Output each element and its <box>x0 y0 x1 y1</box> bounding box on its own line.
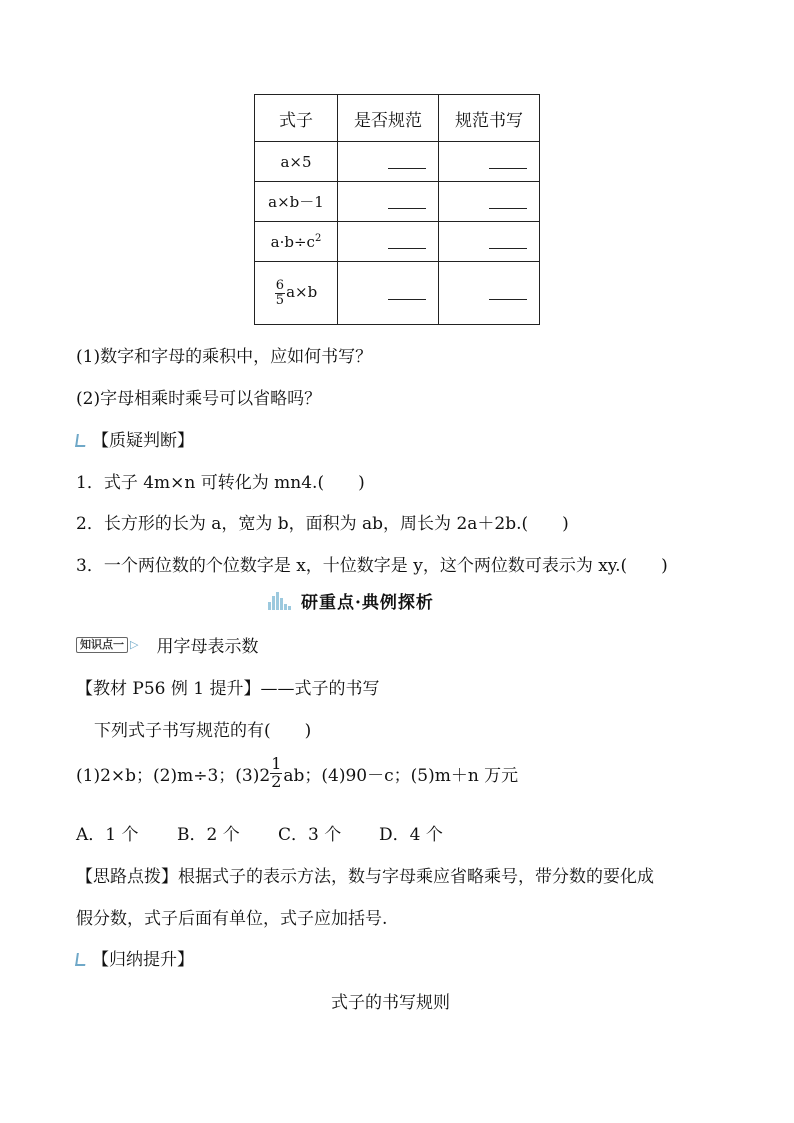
question-2: (2)字母相乘时乘号可以省略吗？ <box>76 389 322 409</box>
knowledge-title: 用字母表示数 <box>156 637 259 657</box>
knowledge-badge: 知识点一 <box>76 637 128 653</box>
section-banner <box>268 588 434 613</box>
example-list <box>76 756 518 791</box>
table-header-cell: 规范书写 <box>439 95 540 142</box>
section-marker-icon <box>75 434 87 447</box>
banner-bars-icon <box>268 592 291 610</box>
example-list-before: (1)2×b；(2)m÷3；(3)2 <box>76 765 271 786</box>
judge-heading <box>76 426 194 451</box>
answer-blank <box>489 298 527 300</box>
section-marker-icon <box>75 953 87 966</box>
expression-base: a·b÷c <box>270 232 315 251</box>
example-source: 【教材 P56 例 1 提升】——式子的书写 <box>76 679 380 699</box>
answer-blank <box>388 167 426 169</box>
judge-item: 1．式子 4m×n 可转化为 mn4.( ) <box>76 473 365 493</box>
fraction-denominator: 5 <box>275 292 285 308</box>
expression-cell <box>255 222 338 262</box>
options-row <box>76 820 443 845</box>
answer-blank-cell <box>338 262 439 325</box>
expression-cell <box>255 262 338 325</box>
table-row <box>255 142 540 182</box>
judge-item: 3．一个两位数的个位数字是 x，十位数字是 y，这个两位数可表示为 xy.( ) <box>76 556 668 576</box>
example-list-after: ab；(4)90－c；(5)m＋n 万元 <box>283 765 519 786</box>
answer-blank <box>489 167 527 169</box>
table-header-cell: 是否规范 <box>338 95 439 142</box>
mixed-number-fraction <box>270 756 282 791</box>
table-header-row <box>255 95 540 142</box>
table-row <box>255 222 540 262</box>
summary-heading-text: 【归纳提升】 <box>92 950 194 970</box>
table-row <box>255 262 540 325</box>
judge-heading-text: 【质疑判断】 <box>92 431 194 451</box>
answer-blank-cell <box>338 142 439 182</box>
question-1: (1)数字和字母的乘积中，应如何书写？ <box>76 347 373 367</box>
expression-table <box>254 94 540 325</box>
option-c: C．3 个 <box>278 825 342 845</box>
answer-blank <box>388 247 426 249</box>
example-stem: 下列式子书写规范的有( ) <box>94 721 312 741</box>
table-header-cell: 式子 <box>255 95 338 142</box>
judge-item: 2．长方形的长为 a，宽为 b，面积为 ab，周长为 2a＋2b.( ) <box>76 514 569 534</box>
expression-cell: a×5 <box>255 142 338 182</box>
summary-title: 式子的书写规则 <box>331 993 450 1013</box>
expression-exponent: 2 <box>314 232 322 244</box>
option-d: D．4 个 <box>379 825 443 845</box>
summary-heading <box>76 945 194 970</box>
fraction <box>275 279 285 307</box>
answer-blank-cell <box>439 262 540 325</box>
fraction-denominator: 2 <box>271 771 282 791</box>
knowledge-point-header <box>76 632 258 657</box>
answer-blank-cell <box>439 222 540 262</box>
answer-blank-cell <box>338 222 439 262</box>
answer-blank-cell <box>439 182 540 222</box>
knowledge-arrow-icon: ▷ <box>130 638 139 651</box>
table-row <box>255 182 540 222</box>
answer-blank-cell <box>338 182 439 222</box>
hint-line-2: 假分数，式子后面有单位，式子应加括号. <box>76 909 388 929</box>
answer-blank <box>489 247 527 249</box>
option-a: A．1 个 <box>76 825 139 845</box>
answer-blank <box>489 207 527 209</box>
fraction-numerator: 6 <box>275 277 285 293</box>
option-b: B．2 个 <box>177 825 240 845</box>
expression-tail: a×b <box>286 283 318 301</box>
answer-blank <box>388 298 426 300</box>
expression-cell: a×b－1 <box>255 182 338 222</box>
fraction-numerator: 1 <box>271 754 282 773</box>
answer-blank-cell <box>439 142 540 182</box>
banner-title: 研重点·典例探析 <box>301 593 434 613</box>
hint-line-1: 【思路点拨】根据式子的表示方法，数与字母乘应省略乘号，带分数的要化成 <box>76 867 654 887</box>
answer-blank <box>388 207 426 209</box>
